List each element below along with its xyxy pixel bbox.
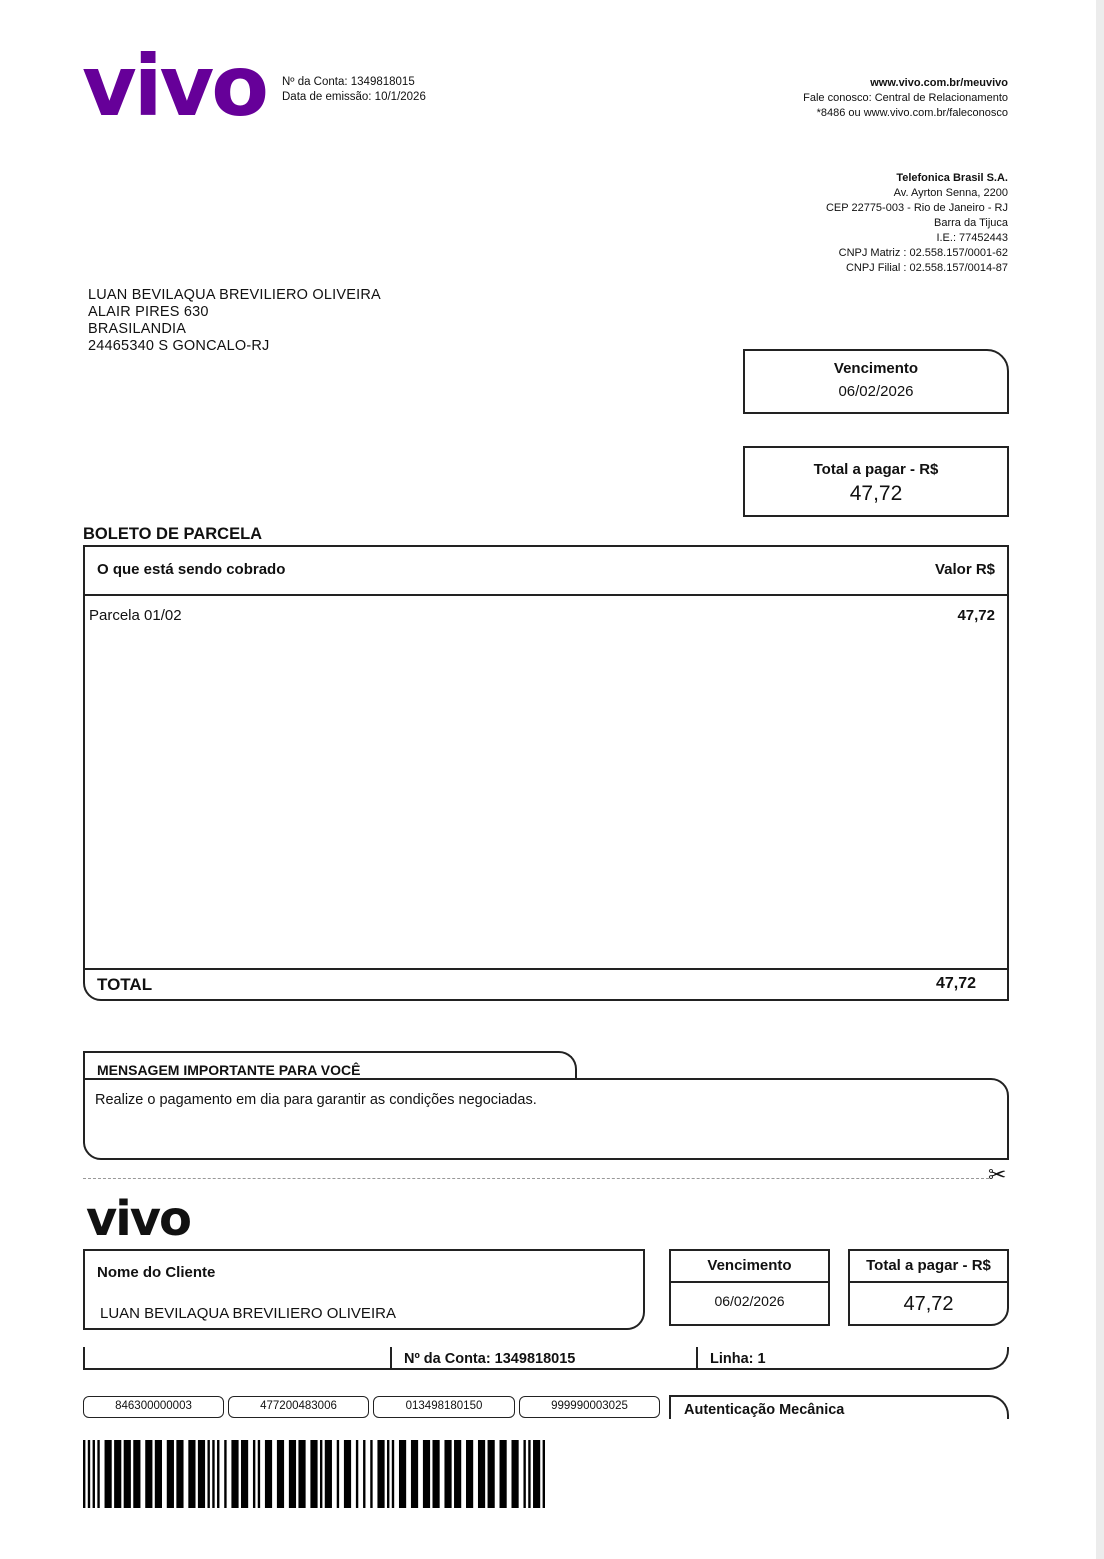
bill-section-title: BOLETO DE PARCELA xyxy=(83,525,263,543)
barcode-bar xyxy=(207,1440,209,1508)
barcode-bar xyxy=(523,1440,525,1508)
company-info xyxy=(826,171,1008,276)
barcode-bar xyxy=(198,1440,205,1508)
cut-line xyxy=(83,1178,989,1179)
barcode-bar xyxy=(370,1440,372,1508)
barcode-bar xyxy=(231,1440,238,1508)
total-value: 47,72 xyxy=(935,975,976,992)
barcode-bar xyxy=(444,1440,451,1508)
barcode-bar xyxy=(533,1440,540,1508)
total-due-label: Total a pagar - R$ xyxy=(813,461,939,478)
barcode-bar xyxy=(320,1440,322,1508)
message-box xyxy=(83,1078,1009,1160)
total-due-box xyxy=(743,446,1009,517)
total-label: TOTAL xyxy=(97,975,153,994)
customer-district: BRASILANDIA xyxy=(88,321,187,337)
barcode-bar xyxy=(224,1440,226,1508)
contact-info xyxy=(803,76,1008,121)
barcode-bar xyxy=(500,1440,507,1508)
barcode-bar xyxy=(124,1440,131,1508)
slip-line-number: Linha: 1 xyxy=(710,1351,766,1367)
company-ie: I.E.: 77452443 xyxy=(936,232,1008,244)
mechanical-authentication-label: Autenticação Mecânica xyxy=(684,1402,845,1418)
barcode-bar xyxy=(167,1440,174,1508)
barcode-bar xyxy=(253,1440,255,1508)
payment-barcode xyxy=(83,1440,545,1508)
bill-table-header xyxy=(85,547,1007,596)
barcode-bar xyxy=(176,1440,183,1508)
barcode-bar xyxy=(241,1440,248,1508)
digitable-line-block-3[interactable]: 013498180150 xyxy=(373,1396,515,1418)
slip-due-date-box xyxy=(669,1249,830,1326)
divider xyxy=(390,1347,392,1370)
barcode-bar xyxy=(543,1440,545,1508)
message-text: Realize o pagamento em dia para garantir as condições negociadas. xyxy=(95,1092,537,1108)
emission-date: Data de emissão: 10/1/2026 xyxy=(282,91,426,103)
digitable-line-block-2[interactable]: 477200483006 xyxy=(228,1396,369,1418)
client-name-box xyxy=(83,1249,645,1330)
barcode-bar xyxy=(344,1440,351,1508)
company-address: Av. Ayrton Senna, 2200 xyxy=(893,187,1008,199)
vivo-logo-small: vivo xyxy=(86,1191,191,1247)
due-date-value: 06/02/2026 xyxy=(838,383,914,400)
slip-total-amount: 47,72 xyxy=(903,1293,954,1315)
barcode-bar xyxy=(363,1440,365,1508)
barcode-bar xyxy=(423,1440,430,1508)
barcode-bar xyxy=(145,1440,152,1508)
slip-account-number: Nº da Conta: 1349818015 xyxy=(404,1351,576,1367)
customer-city: 24465340 S GONCALO-RJ xyxy=(88,338,270,354)
barcode-bar xyxy=(188,1440,195,1508)
customer-street: ALAIR PIRES 630 xyxy=(88,304,209,320)
slip-account-row xyxy=(83,1347,1009,1370)
slip-due-date-label: Vencimento xyxy=(671,1251,828,1283)
barcode-bar xyxy=(155,1440,162,1508)
barcode-bar xyxy=(392,1440,394,1508)
account-number: Nº da Conta: 1349818015 xyxy=(282,76,415,88)
col-description: O que está sendo cobrado xyxy=(97,561,286,578)
message-title-tab xyxy=(83,1051,577,1080)
company-name: Telefonica Brasil S.A. xyxy=(896,172,1008,184)
slip-total-label: Total a pagar - R$ xyxy=(850,1251,1007,1283)
message-title: MENSAGEM IMPORTANTE PARA VOCÊ xyxy=(97,1062,361,1078)
mechanical-authentication-box xyxy=(669,1395,1009,1419)
barcode-bar xyxy=(83,1440,85,1508)
total-due-amount: 47,72 xyxy=(849,482,903,505)
customer-name: LUAN BEVILAQUA BREVILIERO OLIVEIRA xyxy=(88,287,381,303)
account-info xyxy=(282,75,426,105)
barcode-bar xyxy=(528,1440,530,1508)
barcode-bar xyxy=(133,1440,140,1508)
barcode-bar xyxy=(325,1440,332,1508)
barcode-bar xyxy=(478,1440,485,1508)
company-district: Barra da Tijuca xyxy=(934,217,1008,229)
item-description: Parcela 01/02 xyxy=(89,607,182,624)
barcode-bar xyxy=(88,1440,90,1508)
meuvivo-link[interactable]: www.vivo.com.br/meuvivo xyxy=(870,77,1008,89)
col-value: Valor R$ xyxy=(934,561,995,578)
barcode-bar xyxy=(387,1440,389,1508)
barcode-bar xyxy=(298,1440,305,1508)
barcode-bar xyxy=(93,1440,95,1508)
barcode-bar xyxy=(289,1440,296,1508)
page-edge-shadow xyxy=(1096,0,1104,1559)
barcode-bar xyxy=(97,1440,99,1508)
company-cnpj-filial: CNPJ Filial : 02.558.157/0014-87 xyxy=(845,262,1008,274)
barcode-bar xyxy=(277,1440,284,1508)
barcode-bar xyxy=(310,1440,317,1508)
barcode-bar xyxy=(258,1440,260,1508)
barcode-bar xyxy=(114,1440,121,1508)
company-cnpj-matriz: CNPJ Matriz : 02.558.157/0001-62 xyxy=(838,247,1008,259)
due-date-box xyxy=(743,349,1009,414)
barcode-bar xyxy=(511,1440,518,1508)
barcode-bar xyxy=(411,1440,418,1508)
divider xyxy=(696,1347,698,1370)
barcode-bar xyxy=(466,1440,473,1508)
digitable-line-block-1[interactable]: 846300000003 xyxy=(83,1396,224,1418)
digitable-line-block-4[interactable]: 999990003025 xyxy=(519,1396,660,1418)
barcode-bar xyxy=(454,1440,461,1508)
barcode-bar xyxy=(432,1440,439,1508)
slip-total-box xyxy=(848,1249,1009,1326)
customer-address xyxy=(88,287,381,355)
barcode-bar xyxy=(377,1440,384,1508)
barcode-bar xyxy=(212,1440,214,1508)
barcode-bar xyxy=(488,1440,495,1508)
contact-line-2: *8486 ou www.vivo.com.br/faleconosco xyxy=(816,107,1008,119)
barcode-bar xyxy=(337,1440,339,1508)
barcode-bar xyxy=(217,1440,219,1508)
client-name-label: Nome do Cliente xyxy=(97,1264,216,1281)
bill-total-row xyxy=(85,968,1007,999)
due-date-label: Vencimento xyxy=(833,360,919,377)
bill-table xyxy=(83,545,1009,1001)
barcode-bar xyxy=(399,1440,406,1508)
company-cep: CEP 22775-003 - Rio de Janeiro - RJ xyxy=(825,202,1008,214)
client-name-value: LUAN BEVILAQUA BREVILIERO OLIVEIRA xyxy=(100,1305,396,1322)
contact-line-1: Fale conosco: Central de Relacionamento xyxy=(803,92,1008,104)
item-value: 47,72 xyxy=(957,607,995,624)
vivo-logo: vivo xyxy=(82,37,267,135)
barcode-bar xyxy=(265,1440,272,1508)
slip-due-date-value: 06/02/2026 xyxy=(714,1293,785,1309)
scissors-icon: ✂ xyxy=(988,1162,1007,1187)
barcode-bar xyxy=(105,1440,112,1508)
barcode-bar xyxy=(356,1440,358,1508)
